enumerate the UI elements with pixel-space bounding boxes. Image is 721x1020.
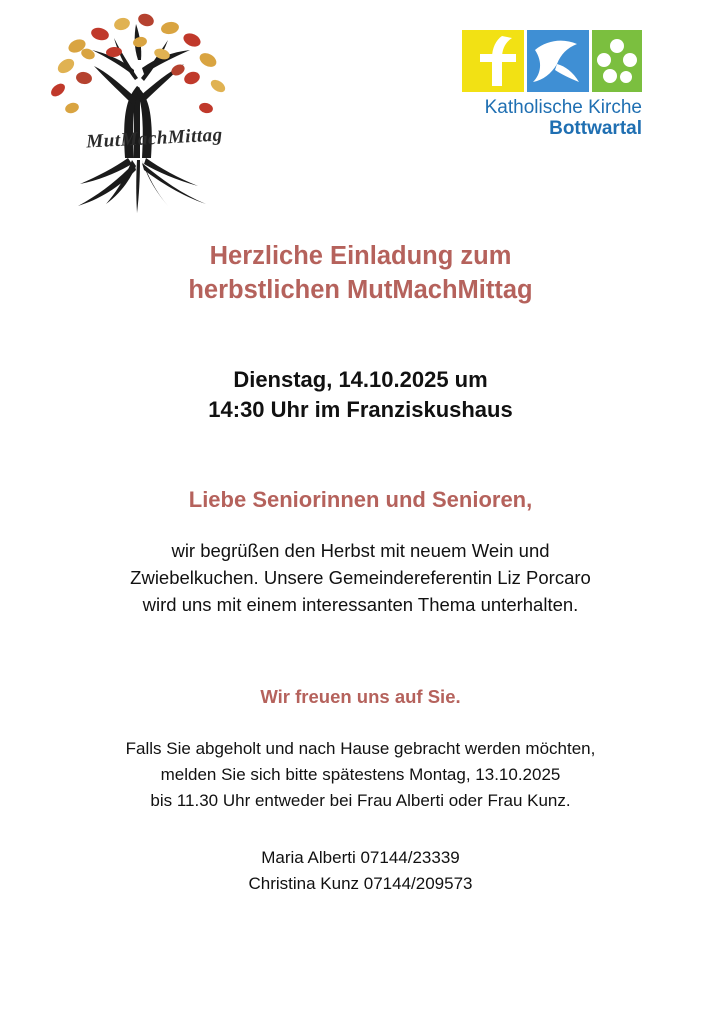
katholische-kirche-bottwartal-logo <box>462 30 642 145</box>
flyer-content <box>0 240 721 897</box>
kk-logo-marks <box>462 30 642 98</box>
page-title-line1: Herzliche Einladung zum <box>209 242 512 270</box>
kk-logo-text <box>462 98 642 139</box>
invitation-paragraph-line2: Zwiebelkuchen. Unsere Gemeindereferentin Liz Porcaro <box>130 566 591 588</box>
event-datetime-line1: Dienstag, 14.10.2025 um <box>233 367 488 393</box>
salutation: Liebe Seniorinnen und Senioren, <box>188 486 533 512</box>
kk-logo-line1: Katholische Kirche <box>484 97 642 118</box>
flyer-header <box>0 0 721 232</box>
invitation-paragraph-line3: wird uns mit einem interessanten Thema unterhalten. <box>142 593 579 615</box>
contact-item: Christina Kunz 07144/209573 <box>248 874 473 894</box>
closing-tagline: Wir freuen uns auf Sie. <box>260 685 461 707</box>
pickup-note-line1: Falls Sie abgeholt und nach Hause gebracht werden möchten, <box>125 738 596 758</box>
pickup-note <box>60 736 661 815</box>
tree-logo-caption: MutMachMittag <box>85 124 224 153</box>
kk-logo-line2: Bottwartal <box>549 117 642 139</box>
page-title-line2: herbstlichen MutMachMittag <box>188 275 533 304</box>
event-datetime <box>60 365 661 424</box>
pickup-note-line3: bis 11.30 Uhr entweder bei Frau Alberti oder Frau Kunz. <box>150 791 571 811</box>
page-title <box>60 240 661 307</box>
kk-blue-square <box>527 30 589 92</box>
invitation-paragraph-line1: wir begrüßen den Herbst mit neuem Wein und <box>171 539 550 561</box>
event-datetime-line2: 14:30 Uhr im Franziskushaus <box>208 397 513 422</box>
pickup-note-line2: melden Sie sich bitte spätestens Montag, 13.10.2025 <box>160 765 561 785</box>
mutmachmittag-tree-logo <box>22 8 252 230</box>
invitation-paragraph <box>60 537 661 618</box>
contact-list <box>60 845 661 898</box>
contact-item: Maria Alberti 07144/23339 <box>261 847 460 867</box>
kk-yellow-square <box>462 30 524 92</box>
kk-green-square <box>592 30 642 92</box>
